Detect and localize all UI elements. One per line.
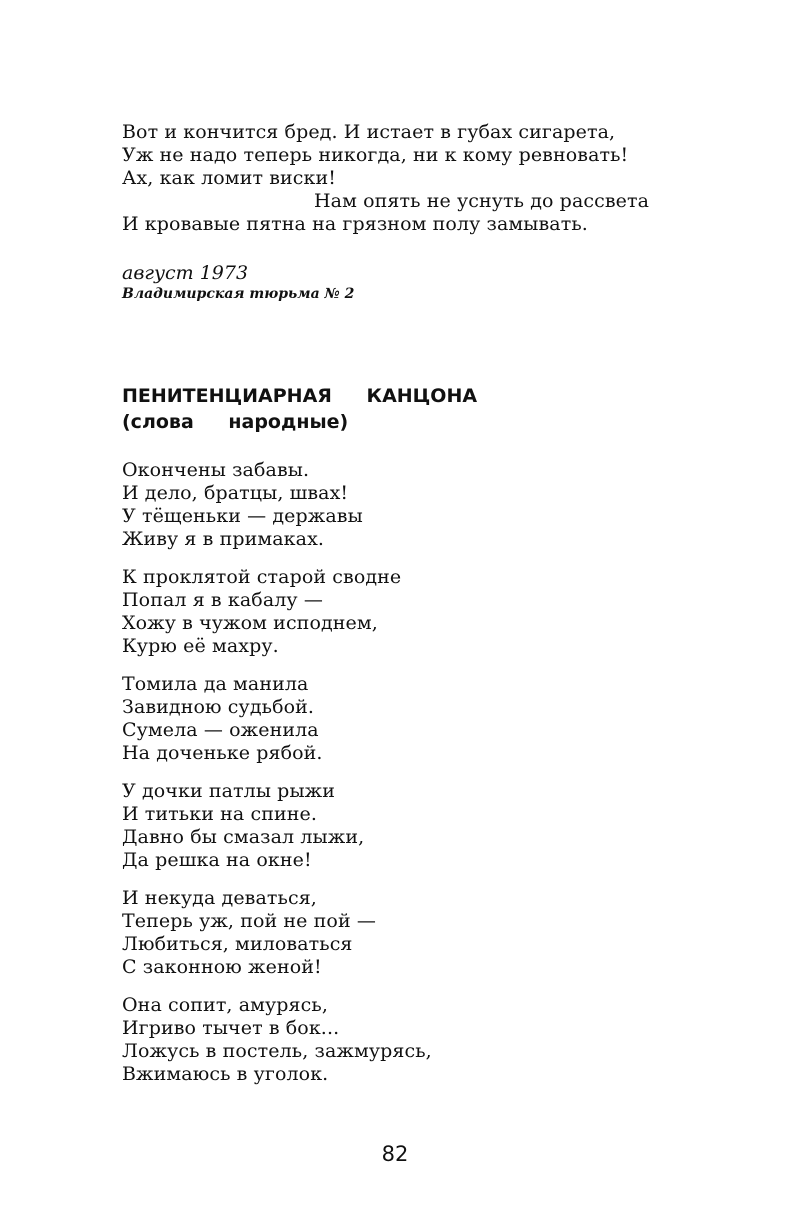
previous-poem-ending bbox=[122, 121, 649, 236]
stanza bbox=[122, 887, 432, 979]
poem-line: Завидною судьбой. bbox=[122, 696, 315, 718]
poem-line: Курю её махру. bbox=[122, 635, 279, 657]
poem-line: Томила да манила bbox=[122, 673, 309, 695]
poem-line: Попал я в кабалу — bbox=[122, 589, 323, 611]
poem-line: Ложусь в постель, зажмурясь, bbox=[122, 1040, 432, 1062]
poem-line: Вжимаюсь в уголок. bbox=[122, 1063, 329, 1085]
stanza bbox=[122, 459, 432, 551]
stanza bbox=[122, 673, 432, 765]
poem-line: У тёщеньки — державы bbox=[122, 505, 363, 527]
poem-subtitle: (слова народные) bbox=[122, 411, 349, 433]
poem-line: Вот и кончится бред. И истает в губах сигарета, bbox=[122, 121, 616, 143]
poem-line: Давно бы смазал лыжи, bbox=[122, 826, 365, 848]
poem-line: И некуда деваться, bbox=[122, 887, 317, 909]
poem-line: Да решка на окне! bbox=[122, 849, 312, 871]
poem-line: И титьки на спине. bbox=[122, 803, 317, 825]
poem-line: Живу я в примаках. bbox=[122, 528, 325, 550]
poem-line: Любиться, миловаться bbox=[122, 933, 353, 955]
poem-line: Ах, как ломит виски! bbox=[122, 167, 336, 189]
poem-line: И дело, братцы, швах! bbox=[122, 482, 349, 504]
poem-line: Игриво тычет в бок... bbox=[122, 1017, 340, 1039]
stanza bbox=[122, 994, 432, 1086]
page-number: 82 bbox=[381, 1142, 409, 1166]
poem-line: И кровавые пятна на грязном полу замывать. bbox=[122, 213, 588, 235]
poem-line: Сумела — оженила bbox=[122, 719, 319, 741]
poem-place: Владимирская тюрьма № 2 bbox=[122, 286, 355, 302]
poem-line: Она сопит, амурясь, bbox=[122, 994, 328, 1016]
poem-signature bbox=[122, 261, 354, 303]
poem-line-indented: Нам опять не уснуть до рассвета bbox=[314, 190, 650, 212]
stanza bbox=[122, 566, 432, 658]
poem-title bbox=[122, 383, 477, 435]
poem-line: К проклятой старой сводне bbox=[122, 566, 402, 588]
poem-title-main: ПЕНИТЕНЦИАРНАЯ КАНЦОНА bbox=[122, 385, 478, 407]
poem-body bbox=[122, 459, 432, 1101]
poem-line: У дочки патлы рыжи bbox=[122, 780, 336, 802]
poem-line: Хожу в чужом исподнем, bbox=[122, 612, 378, 634]
poem-line: На доченьке рябой. bbox=[122, 742, 323, 764]
poem-line: Теперь уж, пой не пой — bbox=[122, 910, 376, 932]
poem-date: август 1973 bbox=[122, 262, 249, 284]
poem-line: Уж не надо теперь никогда, ни к кому ревновать! bbox=[122, 144, 629, 166]
stanza bbox=[122, 780, 432, 872]
poem-line: Окончены забавы. bbox=[122, 459, 310, 481]
poem-line: С законною женой! bbox=[122, 956, 322, 978]
